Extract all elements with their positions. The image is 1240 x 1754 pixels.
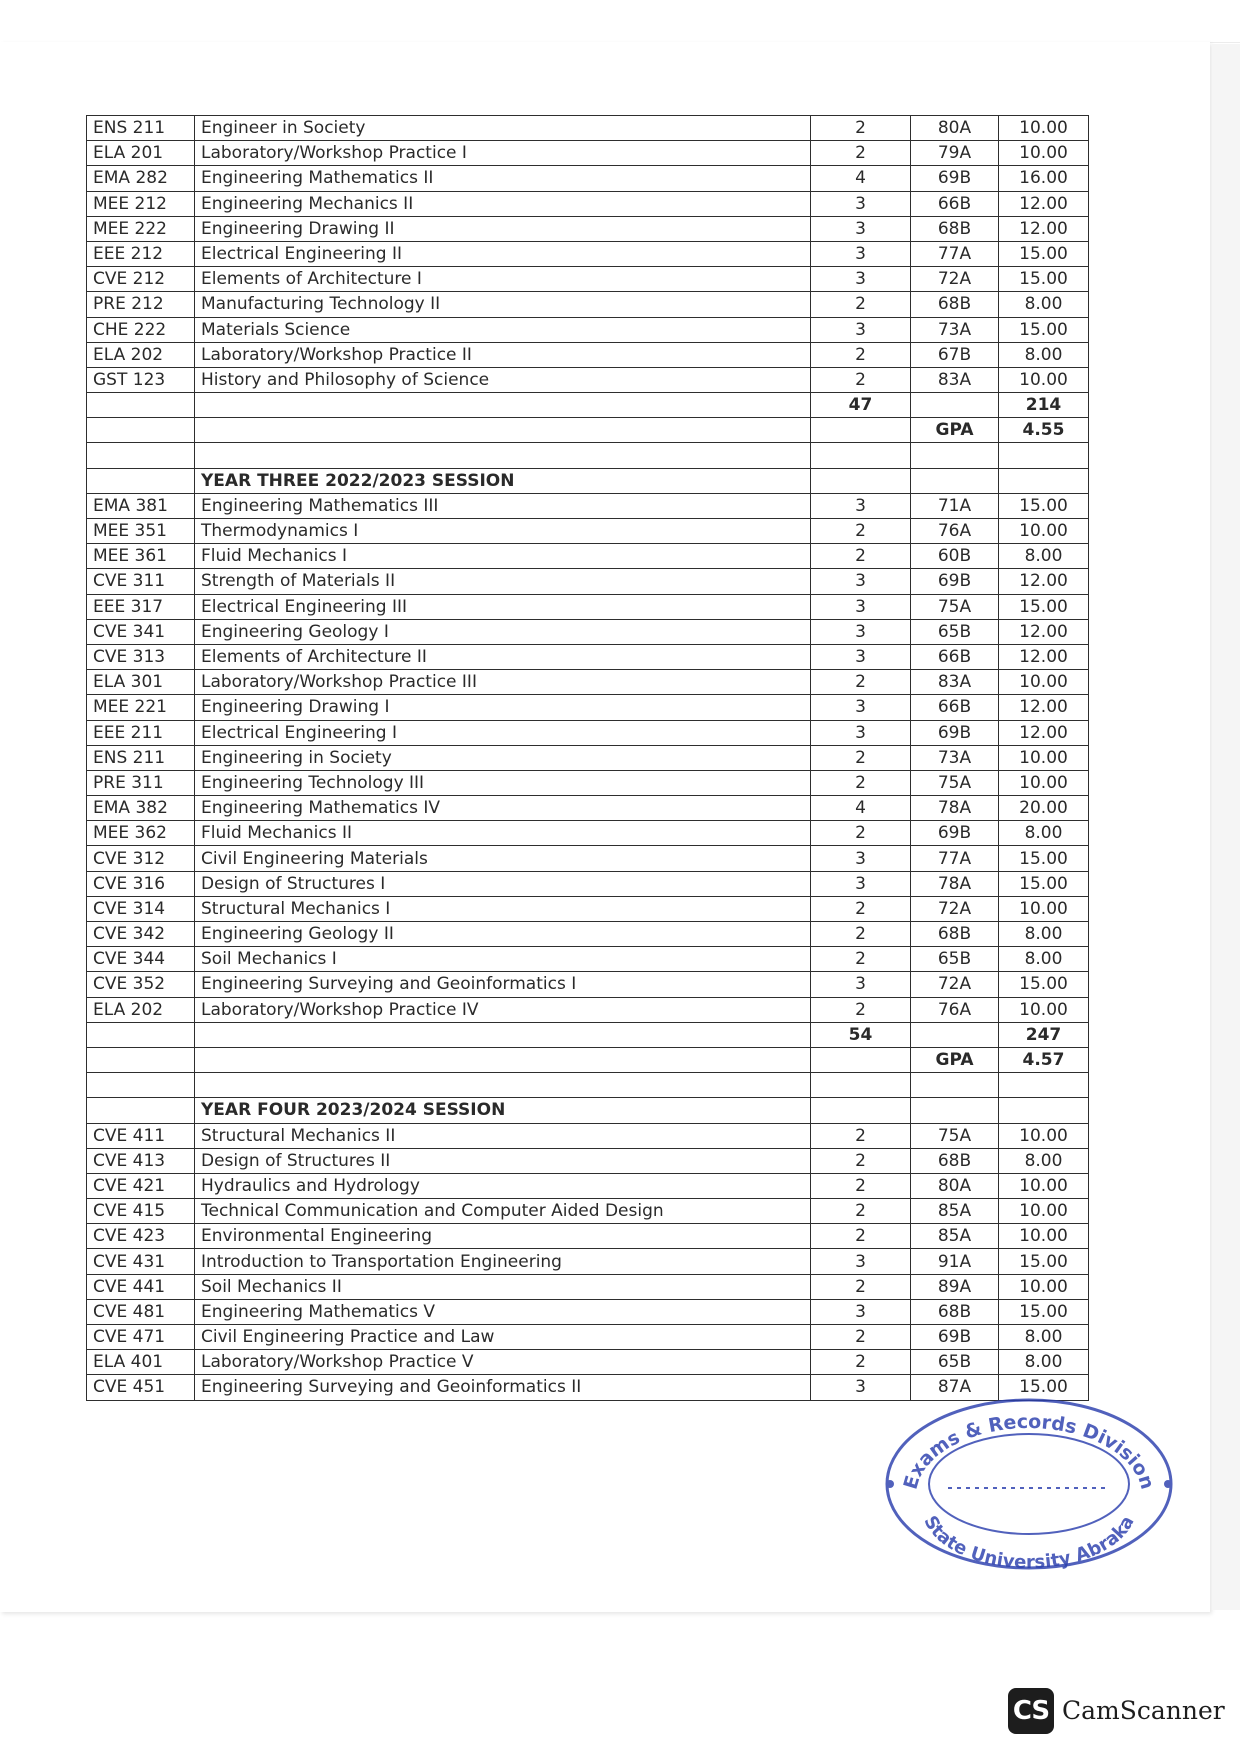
year-three-section	[87, 493, 1089, 1022]
grade-points: 15.00	[999, 1299, 1089, 1324]
course-title: Electrical Engineering II	[195, 241, 811, 266]
course-code: PRE 212	[87, 292, 195, 317]
credit-unit: 2	[811, 947, 911, 972]
spacer-row	[87, 443, 1089, 468]
page-right-strip	[1212, 44, 1240, 1610]
course-row	[87, 544, 1089, 569]
year-three-gpa-row	[87, 1047, 1089, 1072]
course-code: PRE 311	[87, 770, 195, 795]
score-grade: 69B	[911, 166, 999, 191]
score-grade: 69B	[911, 569, 999, 594]
year-three-total-row	[87, 1022, 1089, 1047]
course-code: CHE 222	[87, 317, 195, 342]
year-two-total-points: 214	[999, 393, 1089, 418]
course-code: ELA 401	[87, 1350, 195, 1375]
course-row	[87, 745, 1089, 770]
credit-unit: 2	[811, 1274, 911, 1299]
course-title: Engineering Geology I	[195, 619, 811, 644]
grade-points: 10.00	[999, 519, 1089, 544]
course-title: Laboratory/Workshop Practice I	[195, 141, 811, 166]
grade-points: 16.00	[999, 166, 1089, 191]
grade-points: 8.00	[999, 947, 1089, 972]
year-four-heading: YEAR FOUR 2023/2024 SESSION	[195, 1098, 811, 1123]
year-two-total-row	[87, 393, 1089, 418]
course-code: CVE 451	[87, 1375, 195, 1400]
course-code: CVE 313	[87, 644, 195, 669]
spacer-row	[87, 1073, 1089, 1098]
grade-points: 12.00	[999, 216, 1089, 241]
credit-unit: 3	[811, 493, 911, 518]
year-two-total-units: 47	[811, 393, 911, 418]
course-code: CVE 441	[87, 1274, 195, 1299]
course-code: CVE 413	[87, 1148, 195, 1173]
course-row	[87, 1123, 1089, 1148]
course-code: CVE 341	[87, 619, 195, 644]
score-grade: 69B	[911, 1325, 999, 1350]
score-grade: 73A	[911, 317, 999, 342]
credit-unit: 2	[811, 997, 911, 1022]
grade-points: 10.00	[999, 1199, 1089, 1224]
credit-unit: 3	[811, 1299, 911, 1324]
course-code: EEE 212	[87, 241, 195, 266]
course-title: Engineering Mathematics II	[195, 166, 811, 191]
credit-unit: 2	[811, 821, 911, 846]
course-row	[87, 720, 1089, 745]
grade-points: 12.00	[999, 644, 1089, 669]
credit-unit: 4	[811, 796, 911, 821]
transcript-table	[86, 115, 1089, 1401]
credit-unit: 2	[811, 342, 911, 367]
course-row	[87, 1173, 1089, 1198]
year-three-summary	[87, 1022, 1089, 1123]
credit-unit: 2	[811, 670, 911, 695]
course-code: ELA 202	[87, 342, 195, 367]
grade-points: 8.00	[999, 342, 1089, 367]
grade-points: 15.00	[999, 267, 1089, 292]
course-code: CVE 342	[87, 922, 195, 947]
score-grade: 71A	[911, 493, 999, 518]
course-row	[87, 116, 1089, 141]
course-title: Hydraulics and Hydrology	[195, 1173, 811, 1198]
grade-points: 15.00	[999, 972, 1089, 997]
grade-points: 10.00	[999, 1224, 1089, 1249]
camscanner-watermark: CamScanner	[1062, 1696, 1225, 1725]
course-code: EMA 381	[87, 493, 195, 518]
credit-unit: 2	[811, 1148, 911, 1173]
course-title: Thermodynamics I	[195, 519, 811, 544]
course-title: History and Philosophy of Science	[195, 367, 811, 392]
credit-unit: 2	[811, 292, 911, 317]
course-title: Laboratory/Workshop Practice V	[195, 1350, 811, 1375]
credit-unit: 2	[811, 745, 911, 770]
credit-unit: 3	[811, 191, 911, 216]
credit-unit: 3	[811, 695, 911, 720]
year-two-gpa-value: 4.55	[999, 418, 1089, 443]
course-title: Engineering Surveying and Geoinformatics I	[195, 972, 811, 997]
credit-unit: 3	[811, 720, 911, 745]
score-grade: 76A	[911, 997, 999, 1022]
course-title: Laboratory/Workshop Practice II	[195, 342, 811, 367]
course-title: Introduction to Transportation Engineering	[195, 1249, 811, 1274]
course-code: ENS 211	[87, 745, 195, 770]
grade-points: 10.00	[999, 670, 1089, 695]
credit-unit: 2	[811, 1199, 911, 1224]
course-code: CVE 212	[87, 267, 195, 292]
grade-points: 10.00	[999, 770, 1089, 795]
score-grade: 83A	[911, 367, 999, 392]
course-title: Structural Mechanics II	[195, 1123, 811, 1148]
grade-points: 15.00	[999, 241, 1089, 266]
course-title: Engineering Mechanics II	[195, 191, 811, 216]
year-four-section	[87, 1123, 1089, 1400]
course-title: Elements of Architecture I	[195, 267, 811, 292]
year-three-total-points: 247	[999, 1022, 1089, 1047]
credit-unit: 2	[811, 1325, 911, 1350]
score-grade: 76A	[911, 519, 999, 544]
grade-points: 8.00	[999, 1350, 1089, 1375]
grade-points: 15.00	[999, 846, 1089, 871]
course-code: CVE 311	[87, 569, 195, 594]
course-code: CVE 312	[87, 846, 195, 871]
course-title: Strength of Materials II	[195, 569, 811, 594]
course-code: MEE 222	[87, 216, 195, 241]
score-grade: 75A	[911, 1123, 999, 1148]
credit-unit: 3	[811, 846, 911, 871]
year-two-gpa-label: GPA	[911, 418, 999, 443]
course-row	[87, 770, 1089, 795]
grade-points: 8.00	[999, 1325, 1089, 1350]
course-title: Engineering Mathematics IV	[195, 796, 811, 821]
course-row	[87, 1325, 1089, 1350]
course-title: Engineering Geology II	[195, 922, 811, 947]
year-three-heading: YEAR THREE 2022/2023 SESSION	[195, 468, 811, 493]
score-grade: 80A	[911, 1173, 999, 1198]
course-code: CVE 316	[87, 871, 195, 896]
grade-points: 10.00	[999, 896, 1089, 921]
course-title: Materials Science	[195, 317, 811, 342]
grade-points: 8.00	[999, 544, 1089, 569]
course-code: CVE 415	[87, 1199, 195, 1224]
camscanner-logo-icon: CS	[1008, 1688, 1054, 1734]
score-grade: 66B	[911, 191, 999, 216]
course-title: Engineering Technology III	[195, 770, 811, 795]
course-row	[87, 947, 1089, 972]
course-row	[87, 493, 1089, 518]
course-code: CVE 411	[87, 1123, 195, 1148]
score-grade: 65B	[911, 947, 999, 972]
course-code: EEE 317	[87, 594, 195, 619]
score-grade: 68B	[911, 1299, 999, 1324]
score-grade: 77A	[911, 846, 999, 871]
score-grade: 69B	[911, 720, 999, 745]
course-title: Design of Structures I	[195, 871, 811, 896]
course-code: CVE 352	[87, 972, 195, 997]
grade-points: 12.00	[999, 569, 1089, 594]
grade-points: 15.00	[999, 493, 1089, 518]
course-code: MEE 361	[87, 544, 195, 569]
grade-points: 15.00	[999, 317, 1089, 342]
credit-unit: 3	[811, 644, 911, 669]
course-row	[87, 796, 1089, 821]
score-grade: 80A	[911, 116, 999, 141]
score-grade: 75A	[911, 770, 999, 795]
course-title: Soil Mechanics I	[195, 947, 811, 972]
score-grade: 66B	[911, 695, 999, 720]
course-code: CVE 423	[87, 1224, 195, 1249]
year-three-gpa-value: 4.57	[999, 1047, 1089, 1072]
course-row	[87, 267, 1089, 292]
course-row	[87, 569, 1089, 594]
course-title: Manufacturing Technology II	[195, 292, 811, 317]
course-code: ELA 202	[87, 997, 195, 1022]
course-row	[87, 594, 1089, 619]
course-row	[87, 997, 1089, 1022]
credit-unit: 2	[811, 1123, 911, 1148]
credit-unit: 2	[811, 116, 911, 141]
score-grade: 65B	[911, 619, 999, 644]
grade-points: 10.00	[999, 1123, 1089, 1148]
score-grade: 69B	[911, 821, 999, 846]
course-code: MEE 362	[87, 821, 195, 846]
score-grade: 72A	[911, 896, 999, 921]
course-row	[87, 1299, 1089, 1324]
course-title: Fluid Mechanics II	[195, 821, 811, 846]
score-grade: 68B	[911, 1148, 999, 1173]
course-row	[87, 1375, 1089, 1400]
grade-points: 12.00	[999, 720, 1089, 745]
course-code: CVE 471	[87, 1325, 195, 1350]
course-code: CVE 344	[87, 947, 195, 972]
course-row	[87, 619, 1089, 644]
year-four-heading-row	[87, 1098, 1089, 1123]
course-row	[87, 972, 1089, 997]
grade-points: 12.00	[999, 191, 1089, 216]
course-title: Engineering Mathematics V	[195, 1299, 811, 1324]
course-title: Laboratory/Workshop Practice III	[195, 670, 811, 695]
credit-unit: 2	[811, 922, 911, 947]
course-title: Electrical Engineering III	[195, 594, 811, 619]
course-title: Engineering in Society	[195, 745, 811, 770]
course-code: EEE 211	[87, 720, 195, 745]
course-code: EMA 382	[87, 796, 195, 821]
course-row	[87, 1350, 1089, 1375]
score-grade: 87A	[911, 1375, 999, 1400]
course-title: Technical Communication and Computer Aided Design	[195, 1199, 811, 1224]
course-row	[87, 695, 1089, 720]
course-row	[87, 519, 1089, 544]
course-title: Engineering Drawing I	[195, 695, 811, 720]
score-grade: 65B	[911, 1350, 999, 1375]
grade-points: 15.00	[999, 1375, 1089, 1400]
grade-points: 10.00	[999, 367, 1089, 392]
score-grade: 85A	[911, 1199, 999, 1224]
score-grade: 68B	[911, 922, 999, 947]
course-row	[87, 1148, 1089, 1173]
course-row	[87, 1224, 1089, 1249]
course-code: ELA 301	[87, 670, 195, 695]
course-title: Fluid Mechanics I	[195, 544, 811, 569]
score-grade: 67B	[911, 342, 999, 367]
credit-unit: 2	[811, 770, 911, 795]
course-code: ENS 211	[87, 116, 195, 141]
score-grade: 83A	[911, 670, 999, 695]
grade-points: 12.00	[999, 619, 1089, 644]
credit-unit: 2	[811, 896, 911, 921]
credit-unit: 3	[811, 1249, 911, 1274]
course-row	[87, 342, 1089, 367]
course-title: Engineering Drawing II	[195, 216, 811, 241]
score-grade: 68B	[911, 216, 999, 241]
grade-points: 10.00	[999, 141, 1089, 166]
credit-unit: 3	[811, 619, 911, 644]
credit-unit: 2	[811, 1350, 911, 1375]
credit-unit: 2	[811, 544, 911, 569]
course-row	[87, 1274, 1089, 1299]
credit-unit: 3	[811, 871, 911, 896]
grade-points: 10.00	[999, 1274, 1089, 1299]
score-grade: 75A	[911, 594, 999, 619]
course-title: Electrical Engineering I	[195, 720, 811, 745]
credit-unit: 2	[811, 1224, 911, 1249]
credit-unit: 4	[811, 166, 911, 191]
course-row	[87, 821, 1089, 846]
grade-points: 15.00	[999, 594, 1089, 619]
grade-points: 8.00	[999, 922, 1089, 947]
grade-points: 10.00	[999, 116, 1089, 141]
course-row	[87, 922, 1089, 947]
course-code: EMA 282	[87, 166, 195, 191]
credit-unit: 2	[811, 1173, 911, 1198]
stamp-top-text: Exams & Records Division	[899, 1410, 1159, 1492]
score-grade: 79A	[911, 141, 999, 166]
credit-unit: 3	[811, 267, 911, 292]
course-row	[87, 216, 1089, 241]
course-row	[87, 367, 1089, 392]
credit-unit: 2	[811, 141, 911, 166]
year-three-gpa-label: GPA	[911, 1047, 999, 1072]
course-row	[87, 644, 1089, 669]
score-grade: 85A	[911, 1224, 999, 1249]
score-grade: 78A	[911, 796, 999, 821]
score-grade: 72A	[911, 972, 999, 997]
course-row	[87, 871, 1089, 896]
score-grade: 72A	[911, 267, 999, 292]
grade-points: 8.00	[999, 292, 1089, 317]
grade-points: 15.00	[999, 871, 1089, 896]
score-grade: 78A	[911, 871, 999, 896]
credit-unit: 2	[811, 519, 911, 544]
grade-points: 10.00	[999, 997, 1089, 1022]
year-three-total-units: 54	[811, 1022, 911, 1047]
credit-unit: 3	[811, 216, 911, 241]
course-row	[87, 191, 1089, 216]
year-two-summary	[87, 393, 1089, 494]
grade-points: 20.00	[999, 796, 1089, 821]
course-code: MEE 221	[87, 695, 195, 720]
credit-unit: 3	[811, 569, 911, 594]
score-grade: 68B	[911, 292, 999, 317]
course-row	[87, 846, 1089, 871]
credit-unit: 3	[811, 1375, 911, 1400]
score-grade: 91A	[911, 1249, 999, 1274]
course-title: Engineering Surveying and Geoinformatics II	[195, 1375, 811, 1400]
score-grade: 77A	[911, 241, 999, 266]
year-two-gpa-row	[87, 418, 1089, 443]
score-grade: 60B	[911, 544, 999, 569]
course-title: Design of Structures II	[195, 1148, 811, 1173]
course-title: Laboratory/Workshop Practice IV	[195, 997, 811, 1022]
score-grade: 66B	[911, 644, 999, 669]
credit-unit: 3	[811, 241, 911, 266]
stamp-bottom-text: State University Abraka	[919, 1512, 1139, 1572]
course-code: ELA 201	[87, 141, 195, 166]
grade-points: 10.00	[999, 745, 1089, 770]
credit-unit: 3	[811, 594, 911, 619]
credit-unit: 2	[811, 367, 911, 392]
course-code: MEE 212	[87, 191, 195, 216]
course-row	[87, 896, 1089, 921]
score-grade: 89A	[911, 1274, 999, 1299]
course-title: Engineering Mathematics III	[195, 493, 811, 518]
credit-unit: 3	[811, 317, 911, 342]
course-row	[87, 141, 1089, 166]
course-code: MEE 351	[87, 519, 195, 544]
course-row	[87, 1199, 1089, 1224]
grade-points: 8.00	[999, 1148, 1089, 1173]
course-code: CVE 421	[87, 1173, 195, 1198]
course-code: CVE 431	[87, 1249, 195, 1274]
score-grade: 73A	[911, 745, 999, 770]
grade-points: 12.00	[999, 695, 1089, 720]
grade-points: 10.00	[999, 1173, 1089, 1198]
course-title: Structural Mechanics I	[195, 896, 811, 921]
course-code: CVE 314	[87, 896, 195, 921]
course-row	[87, 241, 1089, 266]
course-title: Environmental Engineering	[195, 1224, 811, 1249]
course-title: Soil Mechanics II	[195, 1274, 811, 1299]
grade-points: 8.00	[999, 821, 1089, 846]
course-row	[87, 670, 1089, 695]
course-title: Engineer in Society	[195, 116, 811, 141]
credit-unit: 3	[811, 972, 911, 997]
course-code: CVE 481	[87, 1299, 195, 1324]
course-title: Civil Engineering Materials	[195, 846, 811, 871]
course-title: Elements of Architecture II	[195, 644, 811, 669]
year-two-section	[87, 116, 1089, 393]
course-row	[87, 1249, 1089, 1274]
course-row	[87, 166, 1089, 191]
course-code: GST 123	[87, 367, 195, 392]
course-row	[87, 292, 1089, 317]
course-title: Civil Engineering Practice and Law	[195, 1325, 811, 1350]
grade-points: 15.00	[999, 1249, 1089, 1274]
course-row	[87, 317, 1089, 342]
year-three-heading-row	[87, 468, 1089, 493]
